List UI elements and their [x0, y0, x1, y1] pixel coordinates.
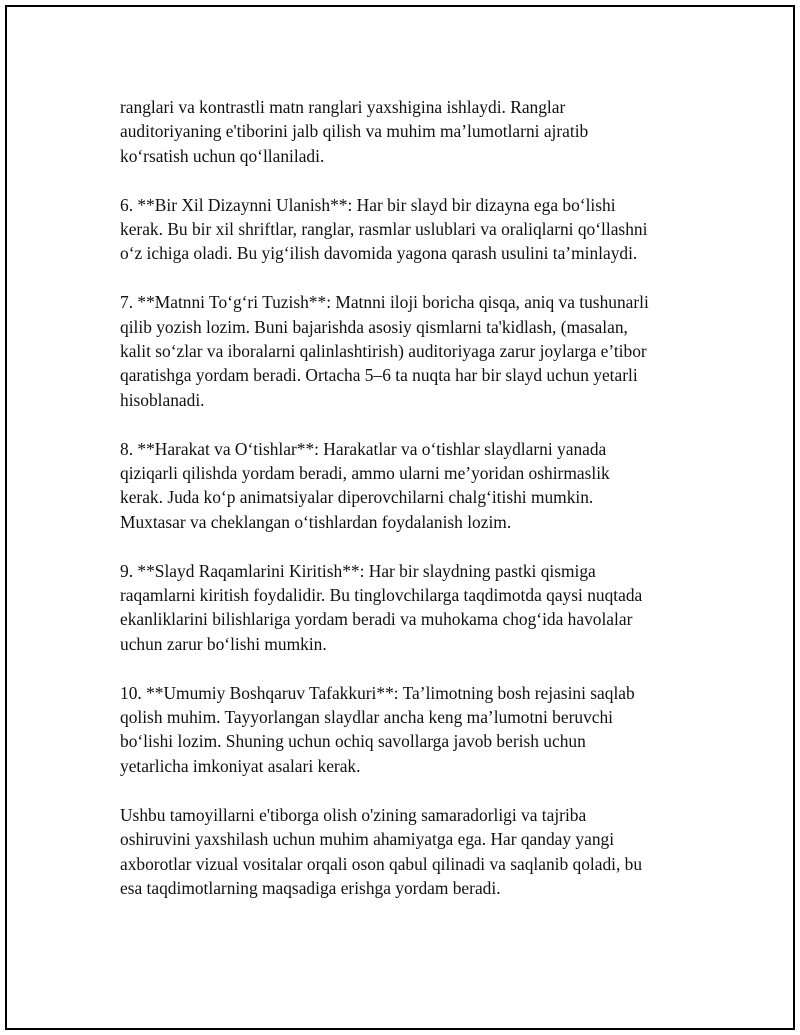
paragraph-item-9 — [120, 559, 700, 657]
text-line: ekanliklarini bilishlariga yordam beradi va muhokama chog‘ida havolalar — [120, 609, 633, 630]
text-line: 7. **Matnni To‘g‘ri Tuzish**: Matnni iloji boricha qisqa, aniq va tushunarli — [120, 292, 649, 313]
paragraph-conclusion — [120, 803, 700, 901]
text-line: 8. **Harakat va O‘tishlar**: Harakatlar va o‘tishlar slaydlarni yanada — [120, 438, 607, 459]
text-line: raqamlarni kiritish foydalidir. Bu tinglovchilarga taqdimotda qaysi nuqtada — [120, 585, 643, 606]
text-line: qilib yozish lozim. Buni bajarishda asosiy qismlarni ta'kidlash, (masalan, — [120, 316, 628, 337]
text-line: 9. **Slayd Raqamlarini Kiritish**: Har bir slaydning pastki qismiga — [120, 560, 596, 581]
paragraph-color-contrast — [120, 95, 700, 168]
text-line: qiziqarli qilishda yordam beradi, ammo ularni me’yoridan oshirmaslik — [120, 463, 610, 484]
text-line: ko‘rsatish uchun qo‘llaniladi. — [120, 145, 325, 166]
text-line: yetarlicha imkoniyat asalari kerak. — [120, 755, 361, 776]
text-line: oshiruvini yaxshilash uchun muhim ahamiyatga ega. Har qanday yangi — [120, 829, 615, 850]
text-line: axborotlar vizual vositalar orqali oson qabul qilinadi va saqlanib qoladi, bu — [120, 853, 643, 874]
text-line: Ushbu tamoyillarni e'tiborga olish o'zining samaradorligi va tajriba — [120, 804, 587, 825]
paragraph-item-6 — [120, 193, 700, 266]
text-line: 6. **Bir Xil Dizaynni Ulanish**: Har bir slayd bir dizayna ega bo‘lishi — [120, 194, 616, 215]
paragraph-item-10 — [120, 681, 700, 779]
text-line: bo‘lishi lozim. Shuning uchun ochiq savollarga javob berish uchun — [120, 731, 586, 752]
document-body — [120, 95, 700, 925]
text-line: ranglari va kontrastli matn ranglari yaxshigina ishlaydi. Ranglar — [120, 97, 566, 117]
text-line: uchun zarur bo‘lishi mumkin. — [120, 633, 327, 654]
text-line: kerak. Juda ko‘p animatsiyalar diperovchilarni chalg‘itishi mumkin. — [120, 487, 594, 508]
text-line: kerak. Bu bir xil shriftlar, ranglar, rasmlar uslublari va oraliqlarni qo‘llashni — [120, 219, 648, 240]
text-line: kalit so‘zlar va iboralarni qalinlashtirish) auditoriyaga zarur joylarga e’tibor — [120, 341, 647, 362]
text-line: Muxtasar va cheklangan o‘tishlardan foydalanish lozim. — [120, 511, 512, 532]
text-line: qolish muhim. Tayyorlangan slaydlar ancha keng ma’lumotni beruvchi — [120, 707, 614, 728]
text-line: o‘z ichiga oladi. Bu yig‘ilish davomida yagona qarash usulini ta’minlaydi. — [120, 243, 638, 264]
text-line: esa taqdimotlarning maqsadiga erishga yordam beradi. — [120, 877, 501, 898]
paragraph-item-8 — [120, 437, 700, 535]
page-border — [5, 5, 795, 1030]
paragraph-item-7 — [120, 290, 700, 412]
text-line: 10. **Umumiy Boshqaruv Tafakkuri**: Ta’limotning bosh rejasini saqlab — [120, 682, 635, 703]
text-line: qaratishga yordam beradi. Ortacha 5–6 ta nuqta har bir slayd uchun yetarli — [120, 365, 638, 386]
text-line: hisoblanadi. — [120, 389, 205, 410]
text-line: auditoriyaning e'tiborini jalb qilish va muhim ma’lumotlarni ajratib — [120, 121, 589, 142]
